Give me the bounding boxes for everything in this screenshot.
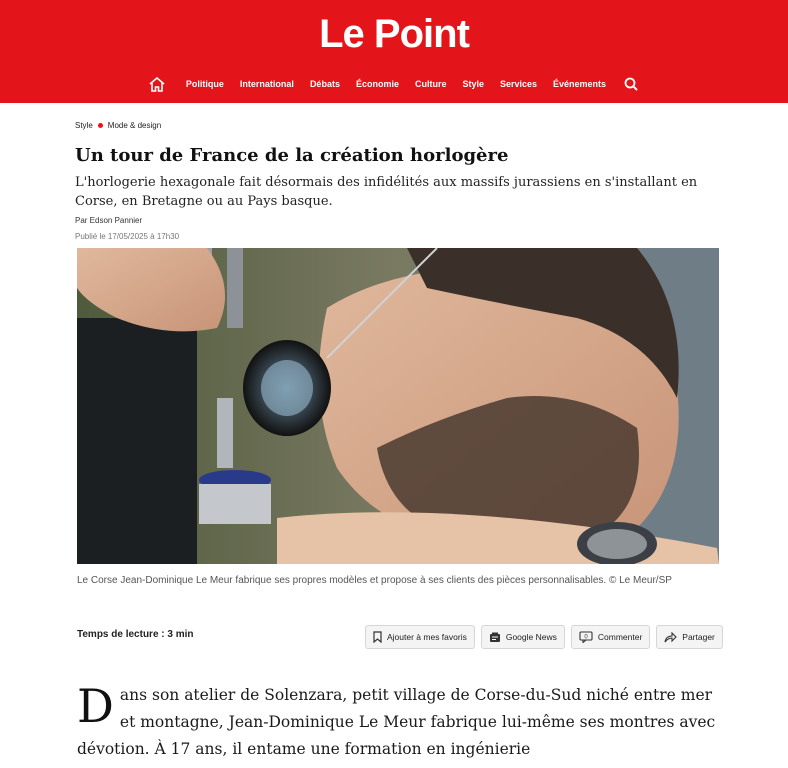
nav-item-politique[interactable]: Politique — [185, 79, 224, 89]
nav-item-economie[interactable]: Économie — [355, 79, 399, 89]
photo-caption: Le Corse Jean-Dominique Le Meur fabrique ses propres modèles et propose à ses clients des pièces personnalisables. © Le Meur/SP — [77, 575, 672, 586]
article-subtitle: L'horlogerie hexagonale fait désormais des infidélités aux massifs jurassiens en s'installant en Corse, en Bretagne ou au Pays basque. — [75, 175, 698, 209]
breadcrumb-subsection[interactable]: Mode & design — [107, 121, 162, 130]
nav-item-debats[interactable]: Débats — [309, 79, 340, 89]
article-lead-paragraph: ans son atelier de Solenzara, petit village de Corse-du-Sud niché entre mer et montagne, Jean-Dominique Le Meur fabrique lui-même ses montres avec dévotion. À 17 ans, il entame une formation en ingénierie — [77, 686, 716, 758]
article-dropcap: D — [77, 679, 114, 733]
share-icon — [664, 632, 677, 643]
comment-label: Commenter — [597, 632, 643, 642]
nav-item-international[interactable]: International — [239, 79, 294, 89]
share-button[interactable] — [656, 625, 723, 649]
google-news-icon — [489, 632, 501, 643]
article-published-date: Publié le 17/05/2025 à 17h30 — [75, 232, 180, 241]
home-icon[interactable] — [146, 73, 168, 95]
read-time: Temps de lecture : 3 min — [77, 629, 194, 640]
breadcrumb-section[interactable]: Style — [75, 121, 93, 130]
main-nav — [0, 72, 788, 96]
nav-item-services[interactable]: Services — [499, 79, 538, 89]
google-news-button[interactable] — [481, 625, 565, 649]
bookmark-icon — [373, 631, 382, 643]
article-title: Un tour de France de la création horlogère — [75, 145, 509, 166]
site-logo[interactable]: Le Point — [319, 12, 469, 56]
nav-item-evenements[interactable]: Événements — [553, 79, 607, 89]
article-author[interactable]: Par Edson Pannier — [75, 216, 143, 225]
breadcrumb-dot-icon — [98, 123, 103, 128]
site-header — [0, 0, 788, 103]
add-favorite-button[interactable] — [365, 625, 475, 649]
breadcrumb — [75, 121, 161, 130]
article-photo — [77, 248, 719, 564]
search-icon[interactable] — [620, 73, 642, 95]
nav-item-style[interactable]: Style — [462, 79, 484, 89]
comment-count: 0 — [584, 634, 588, 641]
article-actions — [365, 625, 723, 649]
comment-icon — [579, 631, 593, 643]
comment-button[interactable] — [571, 625, 650, 649]
share-label: Partager — [682, 632, 715, 642]
google-news-label: Google News — [505, 632, 557, 642]
add-favorite-label: Ajouter à mes favoris — [387, 632, 467, 642]
nav-item-culture[interactable]: Culture — [414, 79, 447, 89]
article-body — [77, 679, 717, 763]
